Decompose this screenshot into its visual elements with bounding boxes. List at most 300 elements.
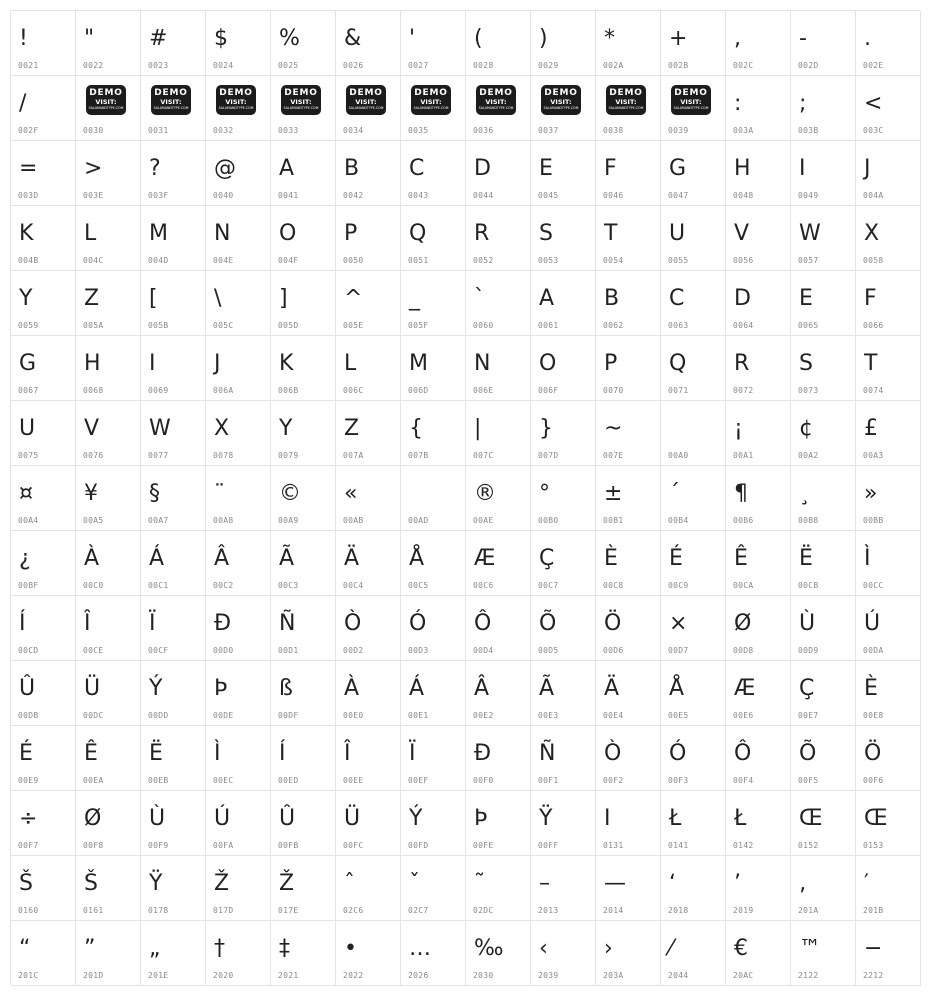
glyph-code: 0141 bbox=[668, 841, 689, 850]
glyph-char: Ò bbox=[344, 611, 362, 636]
glyph-char: ; bbox=[799, 91, 807, 116]
glyph-cell bbox=[726, 726, 791, 791]
glyph-char: Á bbox=[149, 546, 165, 571]
glyph-code: 00BB bbox=[863, 516, 884, 525]
glyph-code: 0153 bbox=[863, 841, 884, 850]
demo-badge bbox=[476, 85, 516, 115]
glyph-char: Q bbox=[669, 351, 687, 376]
glyph-char: D bbox=[734, 286, 751, 311]
glyph-code: 0038 bbox=[603, 126, 624, 135]
glyph-cell bbox=[141, 856, 206, 921]
glyph-char: ß bbox=[279, 676, 293, 701]
glyph-code: 00EA bbox=[83, 776, 104, 785]
glyph-cell bbox=[531, 531, 596, 596]
glyph-char: ˆ bbox=[344, 871, 355, 896]
glyph-code: 00C0 bbox=[83, 581, 104, 590]
glyph-char: Ë bbox=[149, 741, 163, 766]
demo-badge-line2: VISIT: bbox=[290, 98, 312, 106]
glyph-code: 0039 bbox=[668, 126, 689, 135]
glyph-code: 00A4 bbox=[18, 516, 39, 525]
glyph-cell bbox=[11, 76, 76, 141]
glyph-cell bbox=[661, 401, 726, 466]
demo-badge-line3: SALAMANDTYPE.COM bbox=[478, 106, 514, 110]
glyph-code: 0071 bbox=[668, 386, 689, 395]
glyph-char: L bbox=[84, 221, 97, 246]
glyph-code: 00CF bbox=[148, 646, 169, 655]
glyph-char: › bbox=[604, 936, 613, 961]
glyph-code: 00CE bbox=[83, 646, 104, 655]
glyph-code: 00E8 bbox=[863, 711, 884, 720]
glyph-char: Å bbox=[409, 546, 425, 571]
glyph-char: B bbox=[344, 156, 360, 181]
demo-badge-line2: VISIT: bbox=[160, 98, 182, 106]
glyph-cell bbox=[401, 336, 466, 401]
glyph-char: ⁄ bbox=[669, 936, 673, 961]
glyph-cell bbox=[856, 401, 921, 466]
glyph-code: 00B1 bbox=[603, 516, 624, 525]
glyph-cell bbox=[531, 401, 596, 466]
glyph-code: 0072 bbox=[733, 386, 754, 395]
glyph-char: @ bbox=[214, 156, 236, 181]
glyph-code: 0079 bbox=[278, 451, 299, 460]
glyph-char: _ bbox=[409, 286, 420, 311]
glyph-cell bbox=[271, 921, 336, 986]
glyph-char: = bbox=[19, 156, 38, 181]
glyph-cell bbox=[141, 596, 206, 661]
demo-badge-line1: DEMO bbox=[479, 88, 513, 98]
glyph-char: Ø bbox=[734, 611, 752, 636]
glyph-cell bbox=[791, 856, 856, 921]
glyph-char: Â bbox=[214, 546, 230, 571]
glyph-code: 00E2 bbox=[473, 711, 494, 720]
glyph-char: È bbox=[864, 676, 878, 701]
glyph-code: 006A bbox=[213, 386, 234, 395]
glyph-cell bbox=[596, 661, 661, 726]
glyph-code: 0062 bbox=[603, 321, 624, 330]
glyph-cell bbox=[206, 336, 271, 401]
glyph-cell bbox=[661, 76, 726, 141]
glyph-char: Î bbox=[84, 611, 91, 636]
glyph-char: E bbox=[799, 286, 813, 311]
glyph-code: 0060 bbox=[473, 321, 494, 330]
glyph-cell bbox=[661, 11, 726, 76]
glyph-code: 0022 bbox=[83, 61, 104, 70]
glyph-cell bbox=[661, 206, 726, 271]
glyph-cell bbox=[206, 921, 271, 986]
glyph-char: Ý bbox=[149, 676, 163, 701]
glyph-code: 007C bbox=[473, 451, 494, 460]
glyph-cell bbox=[11, 466, 76, 531]
glyph-cell bbox=[76, 921, 141, 986]
glyph-char: M bbox=[409, 351, 428, 376]
glyph-char: Y bbox=[19, 286, 33, 311]
glyph-char: Ã bbox=[539, 676, 555, 701]
glyph-cell bbox=[206, 726, 271, 791]
glyph-char: ‚ bbox=[799, 871, 806, 896]
glyph-char: O bbox=[539, 351, 557, 376]
glyph-cell bbox=[726, 206, 791, 271]
glyph-cell bbox=[401, 401, 466, 466]
glyph-char: Þ bbox=[214, 676, 228, 701]
glyph-char: Ü bbox=[344, 806, 361, 831]
glyph-char: W bbox=[799, 221, 821, 246]
glyph-cell bbox=[596, 466, 661, 531]
glyph-cell bbox=[466, 11, 531, 76]
glyph-cell bbox=[791, 921, 856, 986]
glyph-cell bbox=[336, 141, 401, 206]
glyph-cell bbox=[466, 206, 531, 271]
glyph-code: 00DE bbox=[213, 711, 234, 720]
glyph-code: 00DA bbox=[863, 646, 884, 655]
glyph-cell bbox=[466, 336, 531, 401]
glyph-code: 2022 bbox=[343, 971, 364, 980]
glyph-code: 002E bbox=[863, 61, 884, 70]
demo-badge-line3: SALAMANDTYPE.COM bbox=[673, 106, 709, 110]
glyph-cell bbox=[596, 856, 661, 921]
glyph-code: 0178 bbox=[148, 906, 169, 915]
glyph-cell bbox=[336, 726, 401, 791]
demo-badge-line1: DEMO bbox=[414, 88, 448, 98]
glyph-cell bbox=[11, 856, 76, 921]
glyph-char: Ä bbox=[344, 546, 360, 571]
glyph-code: 00DB bbox=[18, 711, 39, 720]
glyph-cell bbox=[206, 791, 271, 856]
glyph-cell bbox=[206, 401, 271, 466]
glyph-code: 003C bbox=[863, 126, 884, 135]
glyph-char: > bbox=[84, 156, 103, 181]
glyph-code: 0041 bbox=[278, 191, 299, 200]
glyph-code: 0067 bbox=[18, 386, 39, 395]
glyph-cell bbox=[726, 271, 791, 336]
glyph-char: § bbox=[149, 481, 160, 506]
glyph-cell bbox=[336, 921, 401, 986]
glyph-cell bbox=[271, 11, 336, 76]
glyph-char: I bbox=[799, 156, 806, 181]
glyph-code: 006D bbox=[408, 386, 429, 395]
glyph-char: X bbox=[214, 416, 230, 441]
glyph-cell bbox=[401, 271, 466, 336]
glyph-code: 0056 bbox=[733, 256, 754, 265]
glyph-code: 2044 bbox=[668, 971, 689, 980]
glyph-cell bbox=[271, 531, 336, 596]
glyph-char: Ñ bbox=[539, 741, 556, 766]
glyph-cell bbox=[791, 206, 856, 271]
glyph-char: P bbox=[344, 221, 358, 246]
glyph-char: Ì bbox=[214, 741, 221, 766]
glyph-char: ! bbox=[19, 26, 28, 51]
glyph-code: 0053 bbox=[538, 256, 559, 265]
glyph-code: 007D bbox=[538, 451, 559, 460]
glyph-code: 0046 bbox=[603, 191, 624, 200]
demo-badge bbox=[606, 85, 646, 115]
glyph-cell bbox=[141, 466, 206, 531]
glyph-cell bbox=[856, 206, 921, 271]
glyph-char: T bbox=[864, 351, 878, 376]
glyph-code: 0025 bbox=[278, 61, 299, 70]
glyph-cell bbox=[531, 11, 596, 76]
glyph-cell bbox=[401, 531, 466, 596]
glyph-cell bbox=[336, 271, 401, 336]
glyph-cell bbox=[401, 206, 466, 271]
demo-badge-line2: VISIT: bbox=[485, 98, 507, 106]
glyph-char: S bbox=[539, 221, 553, 246]
glyph-char: À bbox=[84, 546, 100, 571]
glyph-code: 00EC bbox=[213, 776, 234, 785]
glyph-char: W bbox=[149, 416, 171, 441]
glyph-grid bbox=[10, 10, 920, 985]
glyph-cell bbox=[76, 596, 141, 661]
demo-badge-line1: DEMO bbox=[674, 88, 708, 98]
glyph-cell bbox=[661, 661, 726, 726]
glyph-code: 0075 bbox=[18, 451, 39, 460]
demo-badge-line2: VISIT: bbox=[680, 98, 702, 106]
glyph-code: 0036 bbox=[473, 126, 494, 135]
glyph-char: • bbox=[344, 936, 357, 961]
glyph-code: 0069 bbox=[148, 386, 169, 395]
glyph-char: Ž bbox=[214, 871, 230, 896]
glyph-cell bbox=[271, 401, 336, 466]
glyph-code: 0030 bbox=[83, 126, 104, 135]
glyph-code: 00D7 bbox=[668, 646, 689, 655]
glyph-code: 0076 bbox=[83, 451, 104, 460]
glyph-char: Ç bbox=[799, 676, 815, 701]
glyph-cell bbox=[401, 141, 466, 206]
glyph-char: ' bbox=[409, 26, 416, 51]
glyph-char: Ê bbox=[84, 741, 98, 766]
glyph-code: 00B4 bbox=[668, 516, 689, 525]
glyph-cell bbox=[661, 791, 726, 856]
glyph-code: 00FC bbox=[343, 841, 364, 850]
glyph-cell bbox=[661, 596, 726, 661]
glyph-char: Æ bbox=[474, 546, 496, 571]
glyph-char: Ó bbox=[409, 611, 427, 636]
glyph-cell bbox=[531, 336, 596, 401]
glyph-cell bbox=[271, 206, 336, 271]
glyph-cell bbox=[596, 921, 661, 986]
glyph-char: Ł bbox=[734, 806, 747, 831]
glyph-char: K bbox=[19, 221, 34, 246]
glyph-cell bbox=[856, 596, 921, 661]
glyph-cell bbox=[141, 11, 206, 76]
glyph-cell bbox=[531, 791, 596, 856]
glyph-char: ° bbox=[539, 481, 550, 506]
glyph-char: Ð bbox=[214, 611, 232, 636]
glyph-code: 0029 bbox=[538, 61, 559, 70]
glyph-cell bbox=[466, 856, 531, 921]
glyph-cell bbox=[11, 141, 76, 206]
glyph-char: U bbox=[19, 416, 36, 441]
glyph-cell bbox=[141, 791, 206, 856]
glyph-cell bbox=[11, 791, 76, 856]
glyph-code: 0028 bbox=[473, 61, 494, 70]
glyph-code: 00A5 bbox=[83, 516, 104, 525]
glyph-char: M bbox=[149, 221, 168, 246]
glyph-code: 00E7 bbox=[798, 711, 819, 720]
glyph-char: ^ bbox=[344, 286, 363, 311]
glyph-char: K bbox=[279, 351, 294, 376]
glyph-char: Â bbox=[474, 676, 490, 701]
glyph-char: Í bbox=[19, 611, 26, 636]
glyph-cell bbox=[206, 661, 271, 726]
glyph-char: F bbox=[864, 286, 877, 311]
glyph-code: 00DD bbox=[148, 711, 169, 720]
glyph-cell bbox=[596, 791, 661, 856]
glyph-cell bbox=[401, 76, 466, 141]
glyph-code: 0142 bbox=[733, 841, 754, 850]
glyph-char: Œ bbox=[864, 806, 888, 831]
glyph-code: 003E bbox=[83, 191, 104, 200]
glyph-code: 00EB bbox=[148, 776, 169, 785]
glyph-code: 2122 bbox=[798, 971, 819, 980]
glyph-char: V bbox=[84, 416, 100, 441]
glyph-cell bbox=[856, 791, 921, 856]
glyph-code: 0054 bbox=[603, 256, 624, 265]
glyph-code: 2021 bbox=[278, 971, 299, 980]
glyph-code: 00DC bbox=[83, 711, 104, 720]
glyph-code: 0047 bbox=[668, 191, 689, 200]
glyph-char: « bbox=[344, 481, 358, 506]
glyph-code: 0045 bbox=[538, 191, 559, 200]
demo-badge bbox=[671, 85, 711, 115]
glyph-char: ÷ bbox=[19, 806, 38, 831]
glyph-cell bbox=[596, 76, 661, 141]
glyph-code: 00C1 bbox=[148, 581, 169, 590]
glyph-code: 00EE bbox=[343, 776, 364, 785]
glyph-code: 0040 bbox=[213, 191, 234, 200]
glyph-char: Ô bbox=[734, 741, 752, 766]
demo-badge-line2: VISIT: bbox=[225, 98, 247, 106]
glyph-cell bbox=[336, 661, 401, 726]
glyph-code: 00CC bbox=[863, 581, 884, 590]
glyph-cell bbox=[401, 856, 466, 921]
glyph-cell bbox=[661, 271, 726, 336]
glyph-code: 017D bbox=[213, 906, 234, 915]
glyph-cell bbox=[466, 141, 531, 206]
glyph-cell bbox=[76, 856, 141, 921]
glyph-code: 003D bbox=[18, 191, 39, 200]
demo-badge-line1: DEMO bbox=[89, 88, 123, 98]
glyph-cell bbox=[596, 141, 661, 206]
glyph-code: 00F4 bbox=[733, 776, 754, 785]
glyph-char: Ç bbox=[539, 546, 555, 571]
glyph-code: 00F3 bbox=[668, 776, 689, 785]
glyph-code: 00E3 bbox=[538, 711, 559, 720]
demo-badge-line1: DEMO bbox=[609, 88, 643, 98]
glyph-cell bbox=[856, 921, 921, 986]
glyph-char: % bbox=[279, 26, 300, 51]
glyph-code: 0161 bbox=[83, 906, 104, 915]
glyph-cell bbox=[726, 921, 791, 986]
glyph-cell bbox=[141, 271, 206, 336]
glyph-code: 0057 bbox=[798, 256, 819, 265]
glyph-cell bbox=[791, 531, 856, 596]
glyph-code: 00B8 bbox=[798, 516, 819, 525]
glyph-cell bbox=[531, 466, 596, 531]
glyph-code: 00CD bbox=[18, 646, 39, 655]
glyph-code: 02C6 bbox=[343, 906, 364, 915]
glyph-code: 2026 bbox=[408, 971, 429, 980]
glyph-code: 00A2 bbox=[798, 451, 819, 460]
glyph-char: Í bbox=[279, 741, 286, 766]
glyph-cell bbox=[466, 271, 531, 336]
glyph-cell bbox=[401, 791, 466, 856]
glyph-char: U bbox=[669, 221, 686, 246]
glyph-code: 0024 bbox=[213, 61, 234, 70]
glyph-code: 0073 bbox=[798, 386, 819, 395]
glyph-char: $ bbox=[214, 26, 228, 51]
glyph-code: 2019 bbox=[733, 906, 754, 915]
glyph-cell bbox=[336, 336, 401, 401]
glyph-cell bbox=[206, 76, 271, 141]
glyph-char: X bbox=[864, 221, 880, 246]
glyph-cell bbox=[401, 661, 466, 726]
glyph-cell bbox=[76, 466, 141, 531]
glyph-char: Á bbox=[409, 676, 425, 701]
glyph-cell bbox=[466, 531, 531, 596]
glyph-code: 003B bbox=[798, 126, 819, 135]
demo-badge-line1: DEMO bbox=[284, 88, 318, 98]
glyph-char: Ì bbox=[864, 546, 871, 571]
demo-badge bbox=[86, 85, 126, 115]
glyph-cell bbox=[466, 726, 531, 791]
glyph-cell bbox=[726, 466, 791, 531]
glyph-cell bbox=[76, 206, 141, 271]
glyph-code: 004A bbox=[863, 191, 884, 200]
glyph-cell bbox=[401, 726, 466, 791]
glyph-char: B bbox=[604, 286, 620, 311]
glyph-cell bbox=[791, 271, 856, 336]
demo-badge-line2: VISIT: bbox=[420, 98, 442, 106]
glyph-cell bbox=[76, 791, 141, 856]
glyph-cell bbox=[271, 791, 336, 856]
glyph-cell bbox=[11, 401, 76, 466]
glyph-char: Ù bbox=[799, 611, 816, 636]
glyph-code: 00AE bbox=[473, 516, 494, 525]
glyph-char: Š bbox=[19, 871, 33, 896]
glyph-code: 00C3 bbox=[278, 581, 299, 590]
glyph-char: À bbox=[344, 676, 360, 701]
demo-badge bbox=[151, 85, 191, 115]
glyph-char: Ï bbox=[149, 611, 156, 636]
glyph-code: 0074 bbox=[863, 386, 884, 395]
glyph-cell bbox=[336, 596, 401, 661]
glyph-cell bbox=[206, 856, 271, 921]
glyph-char: Ø bbox=[84, 806, 102, 831]
glyph-cell bbox=[11, 271, 76, 336]
glyph-code: 0065 bbox=[798, 321, 819, 330]
glyph-code: 0064 bbox=[733, 321, 754, 330]
glyph-char: D bbox=[474, 156, 491, 181]
glyph-code: 00EF bbox=[408, 776, 429, 785]
glyph-code: 2030 bbox=[473, 971, 494, 980]
glyph-code: 002A bbox=[603, 61, 624, 70]
glyph-char: Ù bbox=[149, 806, 166, 831]
glyph-char: ) bbox=[539, 26, 548, 51]
glyph-code: 0055 bbox=[668, 256, 689, 265]
glyph-char: J bbox=[864, 156, 871, 181]
glyph-cell bbox=[531, 271, 596, 336]
glyph-char: © bbox=[279, 481, 301, 506]
glyph-code: 00B6 bbox=[733, 516, 754, 525]
glyph-code: 00E6 bbox=[733, 711, 754, 720]
glyph-char: Ô bbox=[474, 611, 492, 636]
demo-badge-line1: DEMO bbox=[544, 88, 578, 98]
glyph-code: 00E4 bbox=[603, 711, 624, 720]
glyph-char: * bbox=[604, 26, 615, 51]
glyph-char: / bbox=[19, 91, 27, 116]
glyph-code: 0032 bbox=[213, 126, 234, 135]
glyph-cell bbox=[336, 856, 401, 921]
